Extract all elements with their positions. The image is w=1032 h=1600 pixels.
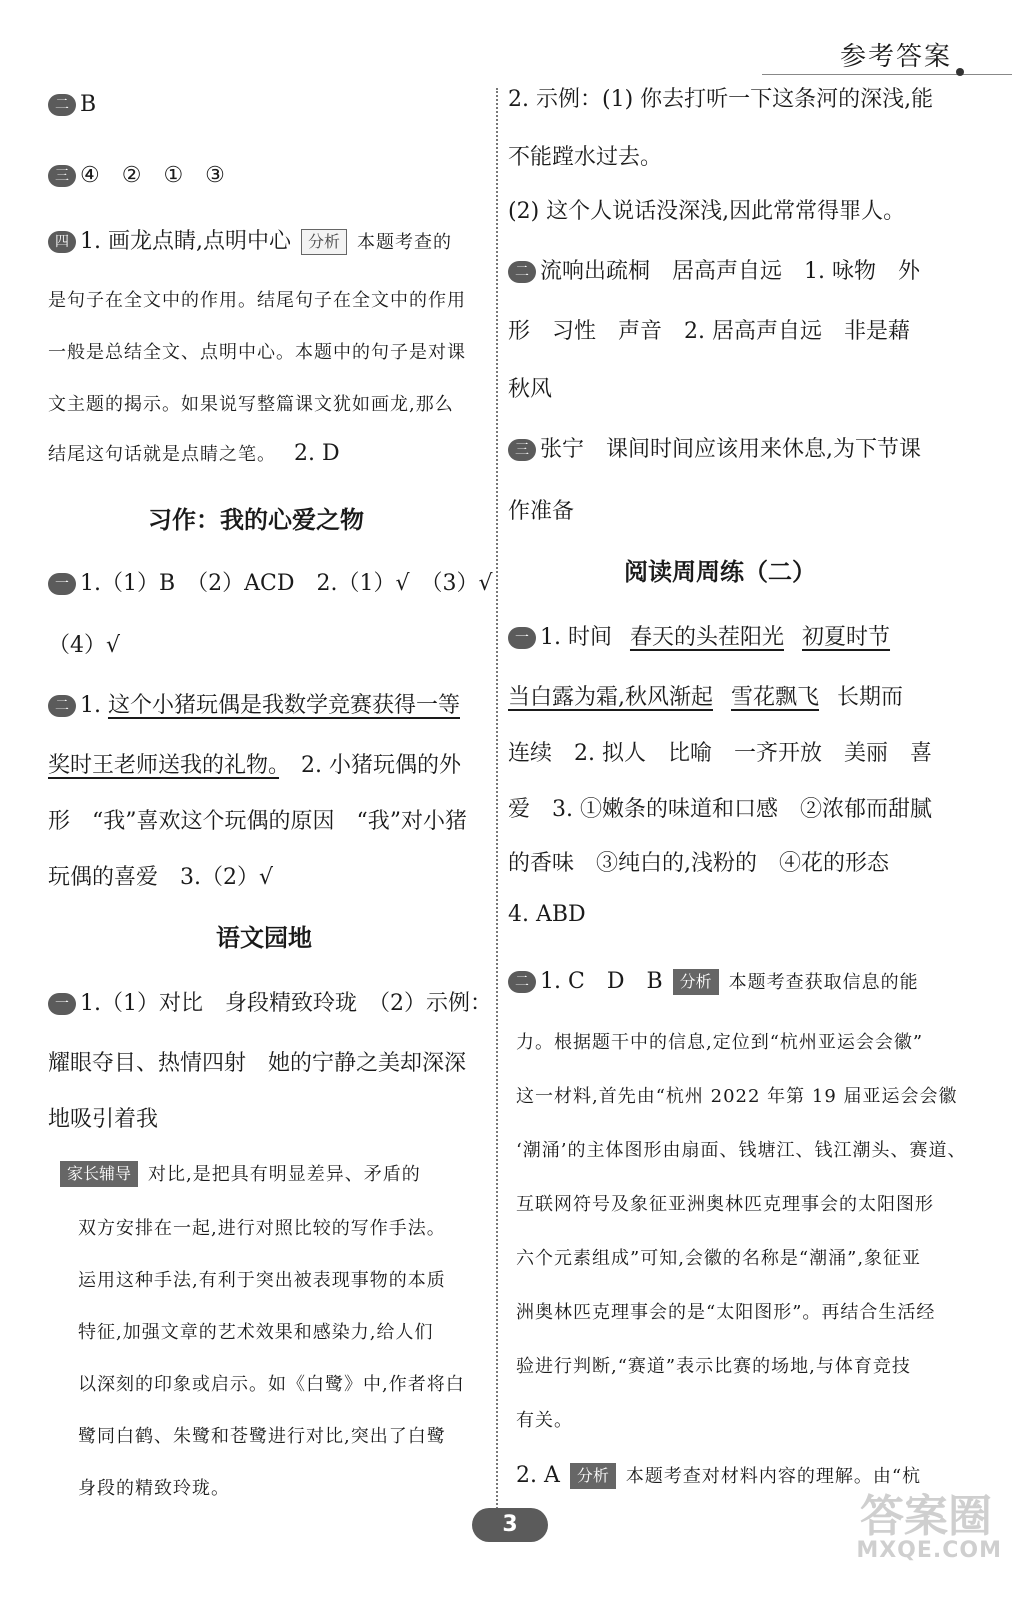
underlined-answer: 春天的头茬阳光 <box>629 625 784 650</box>
section-heading: 习作：我的心爱之物 <box>148 506 364 534</box>
section-badge: 三 <box>508 439 536 461</box>
answer-line: 形 习性 声音 2. 居高声自远 非是藉 <box>508 319 910 344</box>
parent-tip-tag: 家长辅导 <box>60 1161 138 1187</box>
section-badge: 二 <box>48 695 76 717</box>
analysis-line: 互联网符号及象征亚洲奥林匹克理事会的太阳图形 <box>516 1194 934 1215</box>
answer-line: 4. ABD <box>508 902 586 927</box>
analysis-line: 验进行判断,“赛道”表示比赛的场地,与体育竞技 <box>516 1356 911 1377</box>
underlined-answer: 初夏时节 <box>802 625 891 650</box>
analysis-text: 本题考查获取信息的能 <box>728 972 919 993</box>
analysis-line: ‘潮涌’的主体图形由扇面、钱塘江、钱江潮头、赛道、 <box>516 1140 967 1161</box>
answer-text: B <box>80 92 97 117</box>
answer-section-2 <box>48 92 96 117</box>
answer-text: 张宁 课间时间应该用来休息,为下节课 <box>540 437 921 462</box>
section-badge: 二 <box>48 94 76 116</box>
answer-line: （4）√ <box>48 633 121 658</box>
analysis-line: 这一材料,首先由“杭州 2022 年第 19 届亚运会会徽 <box>516 1086 958 1107</box>
answer-line: 地吸引着我 <box>48 1107 159 1132</box>
watermark-logo <box>852 1480 1002 1580</box>
answer-block <box>508 432 921 463</box>
answer-line: 形 “我”喜欢这个玩偶的原因 “我”对小猪 <box>48 809 467 834</box>
tip-line: 双方安排在一起,进行对照比较的写作手法。 <box>78 1218 446 1239</box>
parent-tip <box>60 1160 421 1187</box>
answer-block <box>48 688 460 719</box>
analysis-line: 力。根据题干中的信息,定位到“杭州亚运会会徽” <box>516 1032 924 1053</box>
section-heading: 语文园地 <box>216 924 312 952</box>
section-badge: 一 <box>508 627 536 649</box>
analysis-tag: 分析 <box>570 1463 616 1489</box>
answer-block <box>48 986 492 1017</box>
answer-block <box>48 566 493 597</box>
answer-line: 2. 示例：(1) 你去打听一下这条河的深浅,能 <box>508 87 934 112</box>
watermark-url: MXQE.COM <box>856 1538 1002 1563</box>
answer-line: 耀眼夺目、热情四射 她的宁静之美却深深 <box>48 1051 467 1076</box>
answer-text: 1.（1）对比 身段精致玲珑 （2）示例： <box>80 991 492 1016</box>
section-badge: 四 <box>48 231 76 253</box>
header-title: 参考答案 <box>839 42 952 72</box>
analysis-tag: 分析 <box>301 229 347 255</box>
answer-line <box>508 680 903 711</box>
analysis-text: 本题考查对材料内容的理解。由“杭 <box>625 1466 922 1487</box>
answer-text: 流响出疏桐 居高声自远 1. 咏物 外 <box>540 259 920 284</box>
analysis-line: 文主题的揭示。如果说写整篇课文犹如画龙,那么 <box>48 394 454 415</box>
answer-line: 秋风 <box>508 377 553 402</box>
column-divider <box>496 88 498 1528</box>
answer-line: 连续 2. 拟人 比喻 一齐开放 美丽 喜 <box>508 741 932 766</box>
answer-text: 1.（1）B （2）ACD 2.（1）√ （3）√ <box>80 571 493 596</box>
header-rule <box>762 74 1012 75</box>
answer-section-3 <box>48 158 225 189</box>
answer-text: 1. <box>80 693 108 718</box>
analysis-line: 洲奥林匹克理事会的是“太阳图形”。再结合生活经 <box>516 1302 936 1323</box>
analysis-text: 本题考查的 <box>357 232 452 253</box>
answer-line: 不能蹚水过去。 <box>508 145 663 170</box>
tip-line: 以深刻的印象或启示。如《白鹭》中,作者将白 <box>78 1374 465 1395</box>
tip-line: 特征,加强文章的艺术效果和感染力,给人们 <box>78 1322 434 1343</box>
underlined-answer: 奖时王老师送我的礼物。 <box>48 753 280 778</box>
page-header <box>772 36 952 76</box>
answer-text: 长期而 <box>837 685 904 710</box>
answer-block <box>508 254 920 285</box>
tip-line: 运用这种手法,有利于突出被表现事物的本质 <box>78 1270 446 1291</box>
analysis-line-end <box>48 440 340 466</box>
tip-line: 鹭同白鹤、朱鹭和苍鹭进行对比,突出了白鹭 <box>78 1426 446 1447</box>
answer-line: 作准备 <box>508 499 575 524</box>
tip-line: 身段的精致玲珑。 <box>78 1478 230 1499</box>
analysis-line: 一般是总结全文、点明中心。本题中的句子是对课 <box>48 342 466 363</box>
page-number: 3 <box>472 1508 548 1542</box>
header-dot <box>956 68 964 76</box>
answer-section-4 <box>48 224 452 255</box>
underlined-answer: 这个小猪玩偶是我数学竞赛获得一等 <box>107 693 460 718</box>
analysis-text: 结尾这句话就是点睛之笔。 <box>48 444 276 465</box>
answer-line: 的香味 ③纯白的,浅粉的 ④花的形态 <box>508 851 889 876</box>
section-badge: 三 <box>48 165 76 187</box>
section-heading: 阅读周周练（二） <box>624 558 816 586</box>
answer-line: (2) 这个人说话没深浅,因此常常得罪人。 <box>508 199 906 224</box>
underlined-answer: 当白露为霜,秋风渐起 <box>508 685 713 710</box>
answer-text: 2. 小猪玩偶的外 <box>279 753 461 778</box>
answer-text: 1. 画龙点睛,点明中心 <box>80 229 291 254</box>
analysis-tag: 分析 <box>673 969 719 995</box>
section-badge: 一 <box>48 993 76 1015</box>
section-badge: 二 <box>508 971 536 993</box>
answer-block <box>508 964 919 995</box>
answer-text: 2. D <box>294 441 340 466</box>
analysis-line: 有关。 <box>516 1410 573 1431</box>
analysis-line: 是句子在全文中的作用。结尾句子在全文中的作用 <box>48 290 466 311</box>
answer-text: 2. A <box>516 1463 560 1488</box>
answer-text: 1. C D B <box>540 969 663 994</box>
watermark-text: 答案圈 <box>860 1491 992 1542</box>
tip-text: 对比,是把具有明显差异、矛盾的 <box>148 1164 421 1185</box>
answer-text: 1. 时间 <box>540 625 612 650</box>
answer-block <box>508 620 890 651</box>
analysis-line: 六个元素组成”可知,会徽的名称是“潮涌”,象征亚 <box>516 1248 922 1269</box>
answer-line: 爱 3. ①嫩条的味道和口感 ②浓郁而甜腻 <box>508 797 932 822</box>
answer-text: ④ ② ① ③ <box>80 163 225 188</box>
underlined-answer: 雪花飘飞 <box>731 685 820 710</box>
answer-line: 玩偶的喜爱 3.（2）√ <box>48 865 274 890</box>
section-badge: 二 <box>508 261 536 283</box>
answer-line <box>48 748 461 779</box>
section-badge: 一 <box>48 573 76 595</box>
